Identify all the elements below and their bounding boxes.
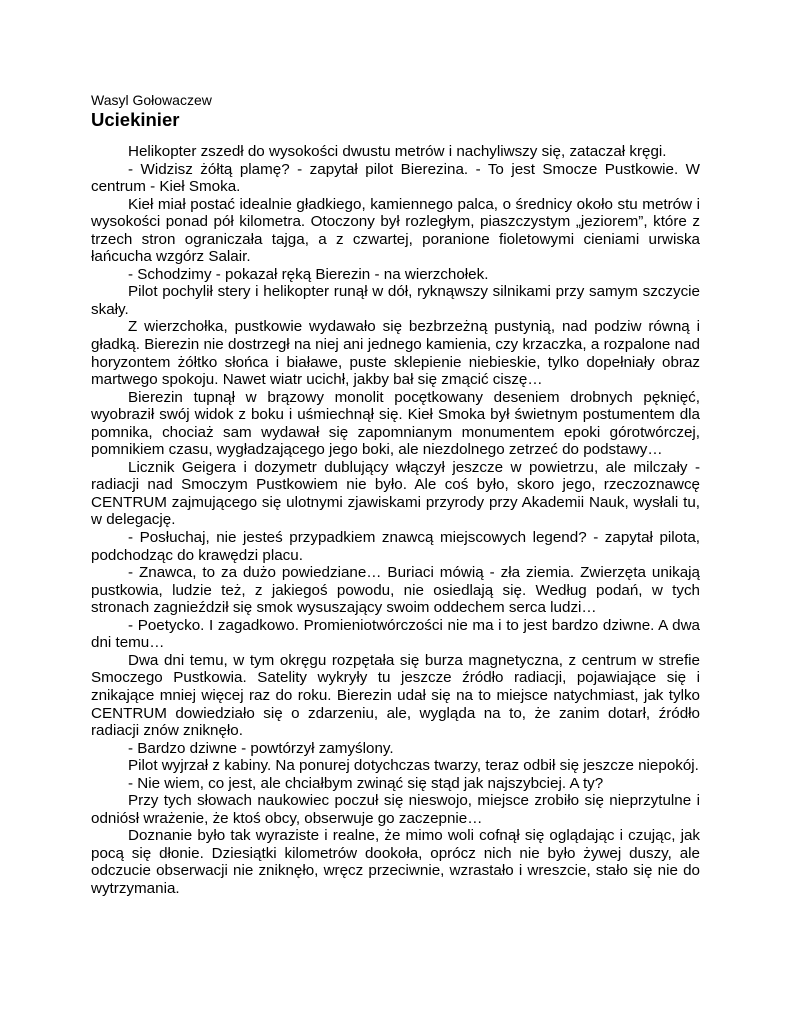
paragraph: Przy tych słowach naukowiec poczuł się nieswojo, miejsce zrobiło się nieprzytulne i odniósł wrażenie, że ktoś obcy, obserwuje go zaczepnie… bbox=[91, 792, 700, 827]
document-page bbox=[91, 92, 700, 898]
paragraph: Z wierzchołka, pustkowie wydawało się bezbrzeżną pustynią, nad podziw równą i gładką. Bierezin nie dostrzegł na niej ani jednego kamienia, czy krzaczka, a rozpalone nad horyzontem żółtko słońca i białawe, puste sklepienie niebieskie, tylko dopełniały obraz martwego spokoju. Nawet wiatr ucichł, jakby bał się zmącić ciszę… bbox=[91, 318, 700, 389]
paragraph: Pilot wyjrzał z kabiny. Na ponurej dotychczas twarzy, teraz odbił się jeszcze niepokój. bbox=[128, 757, 699, 775]
paragraph: - Znawca, to za dużo powiedziane… Buriaci mówią - zła ziemia. Zwierzęta unikają pustkowia, ludzie też, z jakiegoś powodu, nie osiedlają się. Według podań, w tych stronach zagnieździł się smok wysuszający swoim oddechem serca ludzi… bbox=[91, 564, 700, 617]
paragraph: - Bardzo dziwne - powtórzył zamyślony. bbox=[128, 739, 394, 757]
paragraph: - Nie wiem, co jest, ale chciałbym zwinąć się stąd jak najszybciej. A ty? bbox=[128, 774, 604, 792]
paragraph: Helikopter zszedł do wysokości dwustu metrów i nachyliwszy się, zataczał kręgi. bbox=[128, 143, 667, 160]
author-name: Wasyl Gołowaczew bbox=[91, 92, 212, 108]
paragraph: Doznanie było tak wyraziste i realne, że mimo woli cofnął się oglądając i czując, jak pocą się dłonie. Dziesiątki kilometrów dookoła, oprócz nich nie było żywej duszy, ale odczucie obserwacji nie zniknęło, wręcz przeciwnie, wzrastało i wreszcie, stało się nie do wytrzymania. bbox=[91, 827, 700, 897]
paragraph: - Posłuchaj, nie jesteś przypadkiem znawcą miejscowych legend? - zapytał pilota, podchodząc do krawędzi placu. bbox=[91, 529, 700, 564]
paragraph: Licznik Geigera i dozymetr dublujący włączył jeszcze w powietrzu, ale milczały - radiacji nad Smoczym Pustkowiem nie było. Ale coś było, skoro jego, rzeczoznawcę CENTRUM zajmującego się ulotnymi zjawiskami przyrody przy Akademii Nauk, wysłali tu, w delegację. bbox=[91, 458, 700, 529]
paragraph: Dwa dni temu, w tym okręgu rozpętała się burza magnetyczna, z centrum w strefie Smoczego Pustkowia. Satelity wykryły tu jeszcze źródło radiacji, pojawiające się i znikające mniej więcej raz do roku. Bierezin udał się na to miejsce natychmiast, jak tylko CENTRUM dowiedziało się o zdarzeniu, ale, wygląda na to, że zanim dotarł, źródło radiacji znów zniknęło. bbox=[91, 651, 700, 740]
paragraph: - Schodzimy - pokazał ręką Bierezin - na wierzchołek. bbox=[128, 265, 489, 283]
paragraph: - Poetycko. I zagadkowo. Promieniotwórczości nie ma i to jest bardzo dziwne. A dwa dni temu… bbox=[91, 616, 700, 652]
paragraph: - Widzisz żółtą plamę? - zapytał pilot Bierezina. - To jest Smocze Pustkowie. W centrum - Kieł Smoka. bbox=[91, 160, 700, 196]
paragraph: Bierezin tupnął w brązowy monolit pocętkowany deseniem drobnych pęknięć, wyobraził swój widok z boku i uśmiechnął się. Kieł Smoka był świetnym postumentem dla pomnika, chociaż sam wydawał się zapomnianym monumentem epoki górotwórczej, pomnikiem czasu, wygładzającego jego boki, ale niezdolnego zetrzeć do podstawy… bbox=[91, 388, 700, 459]
paragraph: Pilot pochylił stery i helikopter runął w dół, ryknąwszy silnikami przy samym szczycie skały. bbox=[91, 283, 700, 318]
document-title: Uciekinier bbox=[91, 109, 180, 130]
paragraph: Kieł miał postać idealnie gładkiego, kamiennego palca, o średnicy około stu metrów i wysokości ponad pół kilometra. Otoczony był rozległym, piaszczystym „jeziorem”, które z trzech stron ograniczała tajga, a z czwartej, poranione fioletowymi cieniami urwiska łańcucha wzgórz Salair. bbox=[91, 195, 700, 266]
